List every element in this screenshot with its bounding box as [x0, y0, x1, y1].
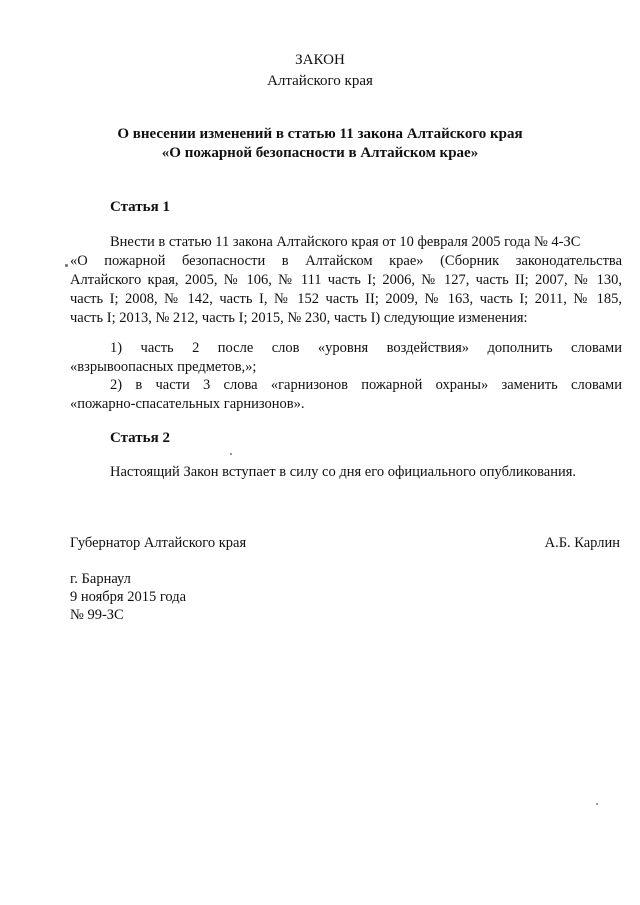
article-1-line: Внести в статью 11 закона Алтайского края от 10 февраля 2005 года № 4-ЗС — [110, 234, 581, 250]
item-2-line: «пожарно-спасательных гарнизонов». — [70, 396, 305, 412]
item-2-line: 2) в части 3 слова «гарнизонов пожарной охраны» заменить словами — [110, 377, 622, 393]
footer-number: № 99-ЗС — [70, 607, 124, 623]
title-line-2: «О пожарной безопасности в Алтайском крае» — [161, 145, 479, 161]
scan-speck — [596, 803, 598, 805]
article-1-item-2 — [70, 376, 622, 414]
article-1-item-1 — [70, 339, 622, 377]
doc-region: Алтайского края — [267, 73, 373, 89]
article-1-intro — [70, 233, 622, 328]
scan-speck — [65, 264, 68, 267]
title-line-1: О внесении изменений в статью 11 закона Алтайского края — [117, 126, 523, 142]
footer-city: г. Барнаул — [70, 571, 131, 587]
article-2-text: Настоящий Закон вступает в силу со дня его официального опубликования. — [110, 464, 577, 480]
doc-type: ЗАКОН — [295, 52, 345, 68]
item-1-line: 1) часть 2 после слов «уровня воздействия» дополнить словами — [110, 340, 622, 356]
scan-speck — [230, 453, 232, 455]
signature-name: А.Б. Карлин — [544, 535, 620, 551]
article-1-line: часть I; 2013, № 212, часть I; 2015, № 230, часть I) следующие изменения: — [70, 310, 528, 326]
footer-date: 9 ноября 2015 года — [70, 589, 187, 605]
article-2-heading: Статья 2 — [110, 430, 170, 446]
article-1-heading: Статья 1 — [110, 199, 170, 215]
article-1-line: Алтайского края, 2005, № 106, № 111 часть I; 2006, № 127, часть II; 2007, № 130, — [70, 272, 622, 288]
article-1-line: часть I; 2008, № 142, часть I, № 152 часть II; 2009, № 163, часть I; 2011, № 185, — [70, 291, 622, 307]
signature-position: Губернатор Алтайского края — [70, 535, 247, 551]
item-1-line: «взрывоопасных предметов,»; — [70, 359, 257, 375]
article-1-line: «О пожарной безопасности в Алтайском крае» (Сборник законодательства — [70, 253, 622, 269]
